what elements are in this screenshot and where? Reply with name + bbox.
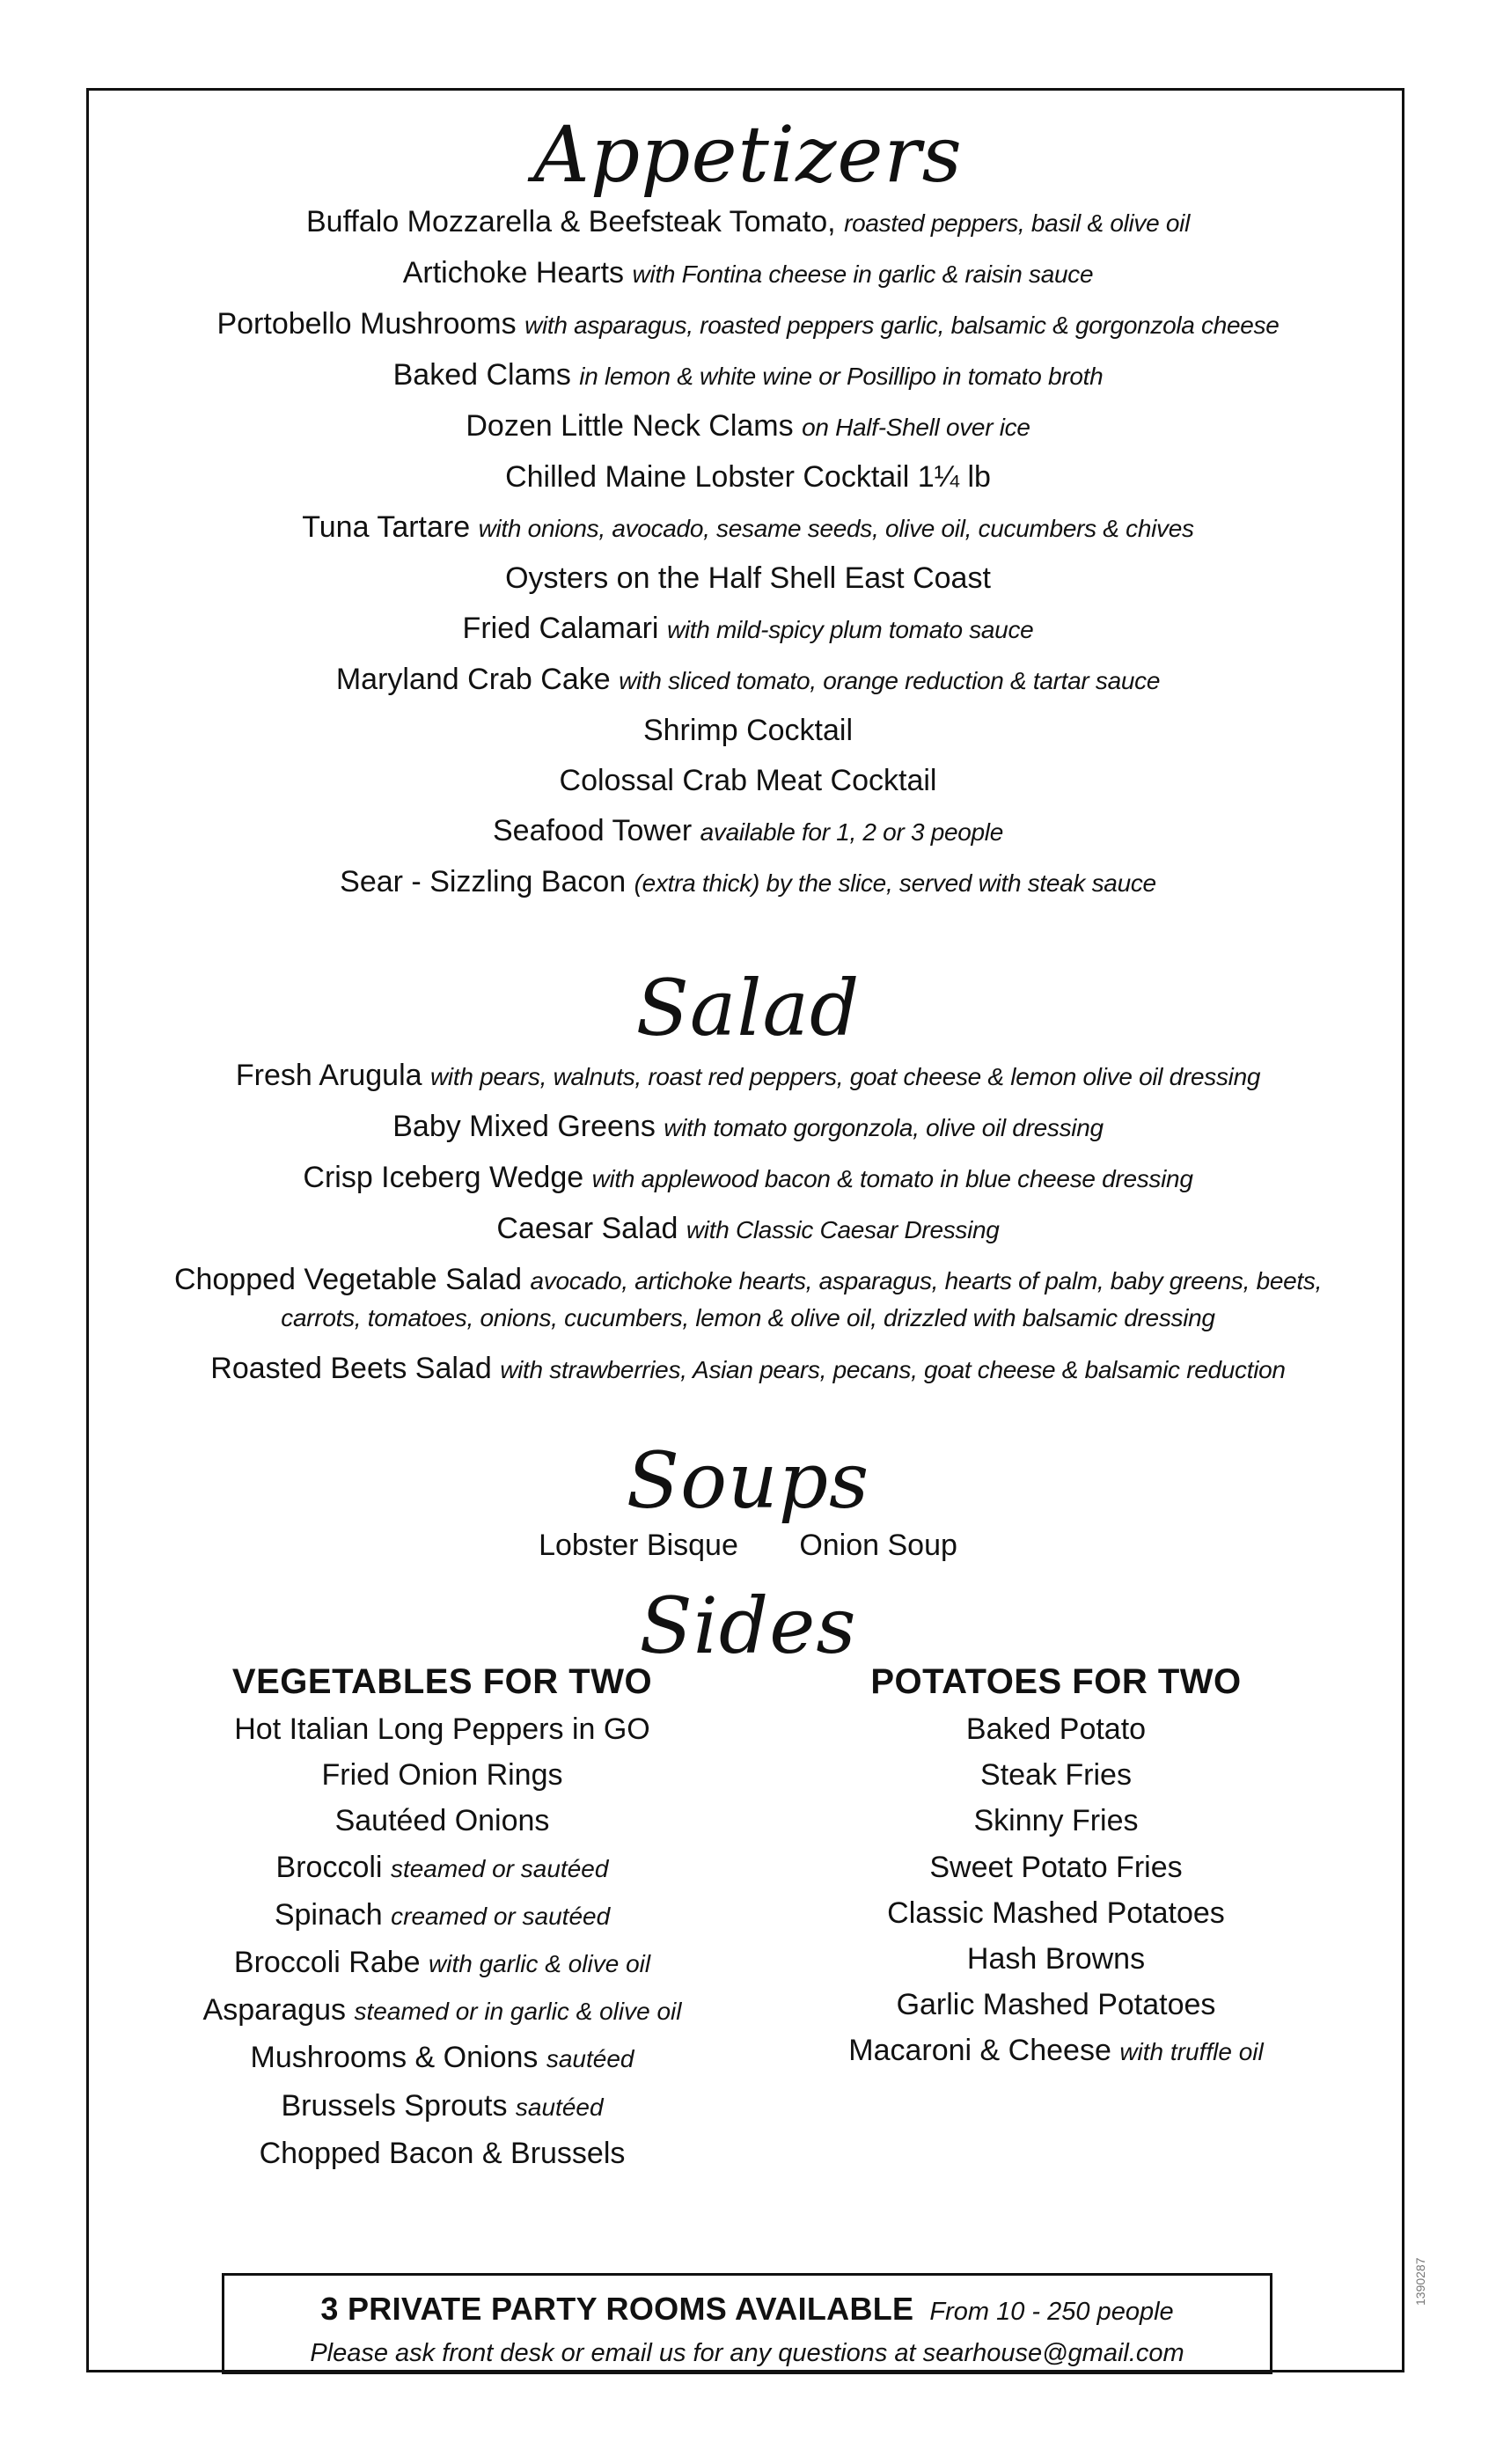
soups-row xyxy=(0,1523,1496,1567)
soup-item: Lobster Bisque xyxy=(539,1529,738,1562)
appetizer-item xyxy=(0,197,1496,248)
salad-item xyxy=(0,1102,1496,1153)
vegetable-side-item-name: Sautéed Onions xyxy=(334,1804,550,1838)
footer-headline: 3 PRIVATE PARTY ROOMS AVAILABLE xyxy=(320,2291,914,2327)
salad-item-description: with Classic Caesar Dressing xyxy=(686,1216,1000,1243)
soups-heading: Soups xyxy=(626,1435,870,1526)
salad-item-description: with applewood bacon & tomato in blue cheese dressing xyxy=(591,1165,1193,1192)
appetizer-item xyxy=(0,299,1496,350)
salad-item xyxy=(0,1344,1496,1395)
private-party-box xyxy=(222,2273,1272,2374)
appetizer-item-name: Baked Clams xyxy=(392,358,571,392)
appetizer-item-name: Dozen Little Neck Clams xyxy=(466,409,794,443)
appetizer-item-description: with asparagus, roasted peppers garlic, balsamic & gorgonzola cheese xyxy=(524,312,1280,339)
vegetable-side-item-description: steamed or sautéed xyxy=(390,1854,609,1882)
vegetable-side-item-name: Hot Italian Long Peppers in GO xyxy=(234,1712,650,1746)
salad-heading: Salad xyxy=(635,963,861,1053)
soups-section xyxy=(0,1435,1496,1567)
vegetable-side-item xyxy=(132,1798,752,1844)
appetizer-item xyxy=(0,604,1496,655)
potato-side-item-name: Garlic Mashed Potatoes xyxy=(896,1988,1216,2022)
appetizer-item-name: Chilled Maine Lobster Cocktail 1¼ lb xyxy=(505,460,991,494)
vegetable-side-item xyxy=(132,2130,752,2176)
appetizer-item-description: with sliced tomato, orange reduction & tartar sauce xyxy=(619,667,1161,694)
appetizer-item-description: in lemon & white wine or Posillipo in tomato broth xyxy=(579,363,1104,390)
sides-heading: Sides xyxy=(639,1580,857,1671)
potato-side-item xyxy=(792,2028,1320,2075)
potato-side-item xyxy=(792,1936,1320,1982)
vegetable-side-item-name: Broccoli xyxy=(275,1850,383,1884)
vegetable-side-item xyxy=(132,1844,752,1892)
appetizers-section xyxy=(0,109,1496,908)
appetizer-item xyxy=(0,502,1496,554)
appetizer-item-name: Buffalo Mozzarella & Beefsteak Tomato, xyxy=(306,205,836,238)
potatoes-title: POTATOES FOR TWO xyxy=(870,1662,1242,1701)
vegetable-side-item-description: steamed or in garlic & olive oil xyxy=(354,1998,682,2026)
salad-item-description: with tomato gorgonzola, olive oil dressing xyxy=(664,1114,1104,1141)
appetizer-item-name: Tuna Tartare xyxy=(302,510,471,544)
appetizer-item xyxy=(0,452,1496,502)
vegetable-side-item-description: sautéed xyxy=(546,2045,634,2073)
footer-headline-row xyxy=(224,2290,1270,2336)
appetizer-item xyxy=(0,248,1496,299)
vegetable-side-item xyxy=(132,2083,752,2130)
appetizer-item xyxy=(0,857,1496,908)
potato-side-item-name: Steak Fries xyxy=(980,1758,1132,1793)
salad-item-description: avocado, artichoke hearts, asparagus, hearts of palm, baby greens, beets, carrots, tomatoes, onions, cucumbers, lemon & olive oil, drizzled with balsamic dressing xyxy=(281,1267,1323,1331)
appetizer-item xyxy=(0,655,1496,706)
appetizer-item-description: with onions, avocado, sesame seeds, olive oil, cucumbers & chives xyxy=(478,515,1194,542)
vegetable-side-item xyxy=(132,1892,752,1940)
salad-list xyxy=(0,1051,1496,1395)
potato-side-item xyxy=(792,1752,1320,1798)
appetizer-item-name: Maryland Crab Cake xyxy=(335,663,611,696)
vegetables-title: VEGETABLES FOR TWO xyxy=(231,1662,653,1701)
appetizer-item-name: Fried Calamari xyxy=(462,612,659,645)
potato-side-item-description: with truffle oil xyxy=(1119,2038,1264,2066)
vegetable-side-item xyxy=(132,1940,752,1987)
vegetable-side-item-name: Asparagus xyxy=(202,1993,347,2028)
appetizers-list xyxy=(0,197,1496,908)
sides-section xyxy=(0,1580,1496,1671)
appetizer-item xyxy=(0,756,1496,806)
vegetable-side-item xyxy=(132,1706,752,1752)
potatoes-list xyxy=(792,1706,1320,2076)
vegetable-side-item xyxy=(132,1752,752,1798)
appetizer-item-description: with mild-spicy plum tomato sauce xyxy=(666,616,1034,643)
appetizer-item-name: Artichoke Hearts xyxy=(402,256,625,290)
vegetable-side-item xyxy=(132,1987,752,2035)
vegetable-side-item xyxy=(132,2035,752,2082)
appetizer-item-description: available for 1, 2 or 3 people xyxy=(700,818,1003,846)
appetizer-item-name: Portobello Mushrooms xyxy=(216,307,517,341)
potato-side-item xyxy=(792,1982,1320,2028)
print-code: 1390287 xyxy=(1413,2257,1427,2306)
potato-side-item xyxy=(792,1798,1320,1844)
appetizer-item-name: Sear - Sizzling Bacon xyxy=(340,865,627,898)
salad-item xyxy=(0,1204,1496,1255)
appetizer-item-name: Oysters on the Half Shell East Coast xyxy=(505,561,991,595)
potato-side-item-name: Hash Browns xyxy=(966,1942,1146,1976)
potatoes-column xyxy=(792,1657,1320,2076)
appetizer-item-name: Seafood Tower xyxy=(492,814,693,847)
appetizer-item-description: roasted peppers, basil & olive oil xyxy=(844,209,1190,237)
potato-side-item xyxy=(792,1844,1320,1890)
vegetable-side-item-description: creamed or sautéed xyxy=(391,1902,611,1930)
vegetables-list xyxy=(132,1706,752,2176)
salad-item xyxy=(150,1255,1346,1344)
appetizer-item xyxy=(0,350,1496,401)
vegetable-side-item-name: Broccoli Rabe xyxy=(233,1946,421,1980)
potato-side-item-name: Skinny Fries xyxy=(973,1804,1139,1838)
soup-item: Onion Soup xyxy=(799,1529,957,1562)
salad-item-name: Caesar Salad xyxy=(496,1212,678,1245)
appetizer-item xyxy=(0,706,1496,756)
salad-item-description: with strawberries, Asian pears, pecans, goat cheese & balsamic reduction xyxy=(500,1356,1286,1383)
appetizer-item-description: on Half-Shell over ice xyxy=(802,414,1030,441)
appetizer-item-description: with Fontina cheese in garlic & raisin sauce xyxy=(632,260,1094,288)
potato-side-item-name: Macaroni & Cheese xyxy=(848,2034,1111,2068)
potato-side-item-name: Sweet Potato Fries xyxy=(929,1850,1183,1884)
vegetable-side-item-name: Fried Onion Rings xyxy=(321,1758,563,1793)
vegetable-side-item-name: Mushrooms & Onions xyxy=(250,2041,539,2075)
appetizer-item-description: (extra thick) by the slice, served with steak sauce xyxy=(634,869,1156,897)
potato-side-item-name: Classic Mashed Potatoes xyxy=(887,1896,1225,1930)
salad-item-name: Fresh Arugula xyxy=(235,1059,422,1092)
salad-section xyxy=(0,963,1496,1395)
potato-side-item xyxy=(792,1706,1320,1752)
appetizer-item xyxy=(0,554,1496,604)
salad-item-name: Baby Mixed Greens xyxy=(392,1110,656,1143)
salad-item xyxy=(0,1051,1496,1102)
appetizer-item-name: Shrimp Cocktail xyxy=(642,714,854,747)
appetizer-item-name: Colossal Crab Meat Cocktail xyxy=(559,764,937,797)
salad-item-name: Chopped Vegetable Salad xyxy=(173,1263,523,1296)
appetizers-heading: Appetizers xyxy=(533,109,963,200)
appetizer-item xyxy=(0,806,1496,857)
vegetable-side-item-name: Spinach xyxy=(274,1897,383,1932)
salad-item-description: with pears, walnuts, roast red peppers, goat cheese & lemon olive oil dressing xyxy=(430,1063,1261,1090)
vegetable-side-item-description: sautéed xyxy=(515,2093,604,2121)
footer-capacity: From 10 - 250 people xyxy=(929,2298,1174,2326)
salad-item-name: Crisp Iceberg Wedge xyxy=(303,1161,584,1194)
vegetable-side-item-description: with garlic & olive oil xyxy=(429,1950,651,1978)
vegetables-column xyxy=(132,1657,752,2176)
salad-item xyxy=(0,1153,1496,1204)
vegetable-side-item-name: Chopped Bacon & Brussels xyxy=(259,2136,626,2170)
potato-side-item-name: Baked Potato xyxy=(965,1712,1147,1746)
potato-side-item xyxy=(792,1890,1320,1936)
footer-contact: Please ask front desk or email us for any questions at searhouse@gmail.com xyxy=(310,2339,1184,2367)
salad-item-name: Roasted Beets Salad xyxy=(210,1352,492,1385)
appetizer-item xyxy=(0,401,1496,452)
vegetable-side-item-name: Brussels Sprouts xyxy=(281,2088,508,2123)
